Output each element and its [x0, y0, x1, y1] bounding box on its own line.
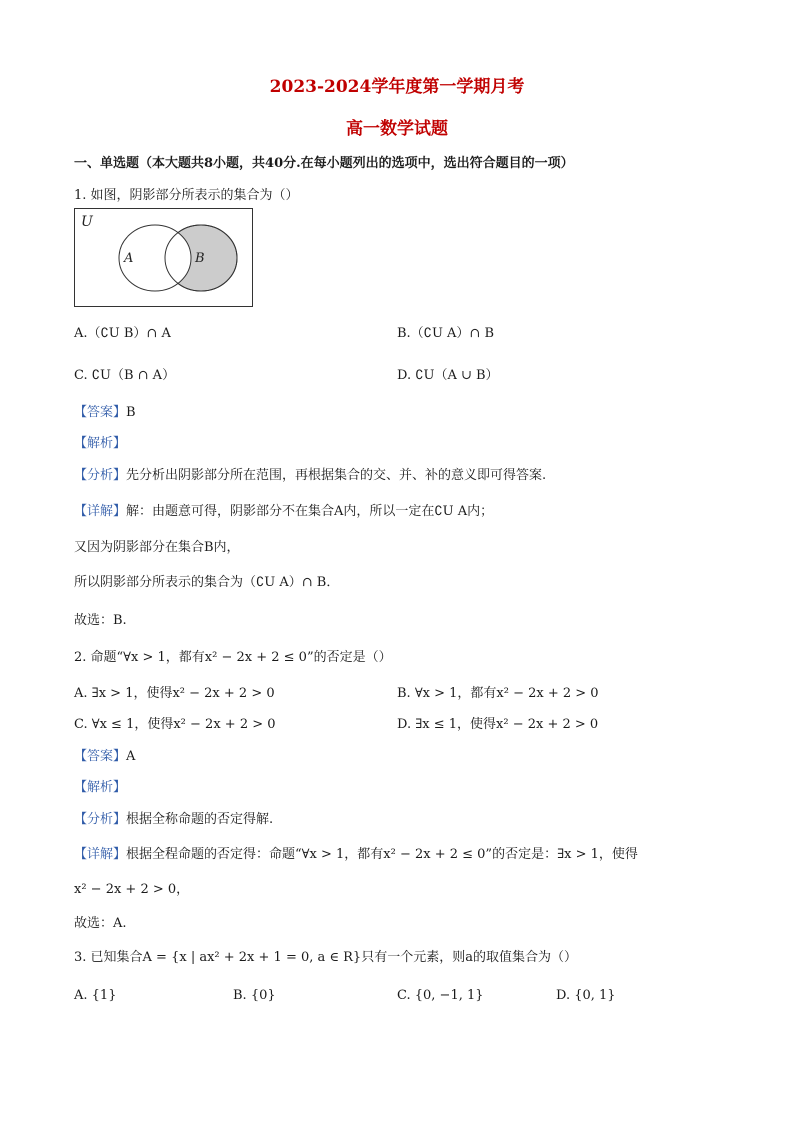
q1-xiangjie-row	[74, 500, 493, 519]
q1-answer-value: B	[126, 405, 136, 420]
q2-answer-value: A	[126, 749, 136, 764]
q2-option-d[interactable]: D. ∃x ≤ 1，使得x² − 2x + 2 > 0	[397, 717, 599, 732]
q1-option-c[interactable]: C. ∁U（B ∩ A）	[74, 368, 176, 383]
q1-xiangjie-tag: 【详解】	[74, 504, 127, 519]
section-heading: 一、单选题（本大题共8小题，共40分.在每小题列出的选项中，选出符合题目的一项）	[74, 156, 574, 171]
venn-diagram	[74, 208, 252, 306]
q3-option-a[interactable]: A. {1}	[74, 988, 117, 1003]
q1-fenxi-row	[74, 464, 546, 483]
q2-option-c[interactable]: C. ∀x ≤ 1，使得x² − 2x + 2 > 0	[74, 717, 276, 732]
q2-fenxi-text: 根据全称命题的否定得解.	[126, 812, 274, 827]
q2-fenxi-row	[74, 808, 273, 827]
q2-answer-tag: 【答案】	[74, 749, 127, 764]
q1-answer-row	[74, 401, 136, 420]
q1-option-d[interactable]: D. ∁U（A ∪ B）	[397, 368, 499, 383]
q1-detail-line2: 又因为阴影部分在集合B内，	[74, 540, 240, 555]
q2-answer-row	[74, 745, 135, 764]
q1-fenxi-tag: 【分析】	[74, 468, 127, 483]
q2-analysis-tag: 【解析】	[74, 780, 127, 795]
q1-fenxi-text: 先分析出阴影部分所在范围，再根据集合的交、并、补的意义即可得答案.	[126, 468, 547, 483]
q2-xiangjie-text: 根据全程命题的否定得：命题“∀x > 1，都有x² − 2x + 2 ≤ 0”的否定是：∃x > 1，使得	[126, 847, 638, 862]
q1-option-b[interactable]: B.（∁U A）∩ B	[397, 326, 495, 341]
q2-fenxi-tag: 【分析】	[74, 812, 127, 827]
q2-xiangjie-tag: 【详解】	[74, 847, 127, 862]
q1-choose: 故选：B.	[74, 613, 127, 628]
document-title: 2023-2024学年度第一学期月考	[269, 77, 525, 97]
venn-label-u: U	[81, 214, 93, 230]
q1-stem: 1. 如图，阴影部分所表示的集合为（）	[74, 188, 299, 203]
q1-xiangjie-text: 解：由题意可得，阴影部分不在集合A内，所以一定在∁U A内；	[126, 504, 494, 519]
q2-choose: 故选：A.	[74, 916, 127, 931]
q2-xiangjie-row	[74, 843, 638, 862]
q2-option-b[interactable]: B. ∀x > 1，都有x² − 2x + 2 > 0	[397, 686, 599, 701]
venn-label-a: A	[124, 251, 134, 266]
q1-answer-tag: 【答案】	[74, 405, 127, 420]
q3-option-b[interactable]: B. {0}	[233, 988, 276, 1003]
venn-svg	[74, 208, 254, 308]
q2-stem: 2. 命题“∀x > 1，都有x² − 2x + 2 ≤ 0”的否定是（）	[74, 650, 392, 665]
q2-detail-line2: x² − 2x + 2 > 0，	[74, 882, 190, 897]
q3-stem: 3. 已知集合A = {x | ax² + 2x + 1 = 0, a ∈ R}只有一个元素，则a的取值集合为（）	[74, 950, 577, 965]
q1-option-a[interactable]: A.（∁U B）∩ A	[74, 326, 171, 341]
q1-analysis-tag: 【解析】	[74, 436, 127, 451]
venn-label-b: B	[195, 251, 205, 266]
q1-detail-line3: 所以阴影部分所表示的集合为（∁U A）∩ B．	[74, 575, 340, 590]
q3-option-d[interactable]: D. {0, 1}	[556, 988, 616, 1003]
q2-option-a[interactable]: A. ∃x > 1，使得x² − 2x + 2 > 0	[74, 686, 275, 701]
document-subtitle: 高一数学试题	[346, 119, 448, 139]
q3-option-c[interactable]: C. {0, −1, 1}	[397, 988, 484, 1003]
